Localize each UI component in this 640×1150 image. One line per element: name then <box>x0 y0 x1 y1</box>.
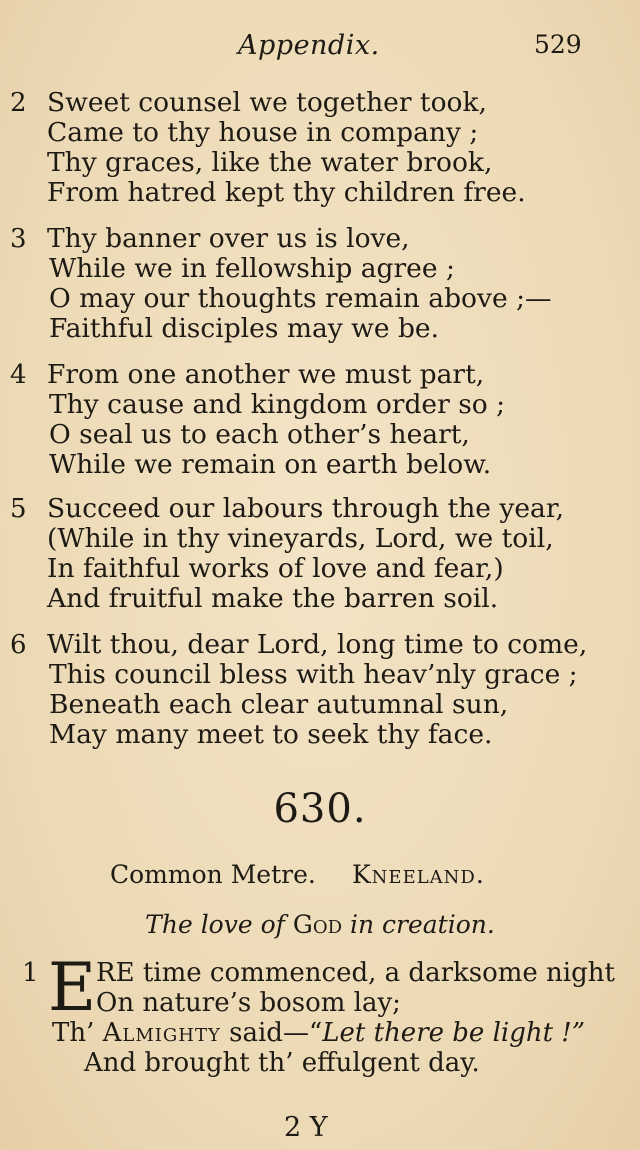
stanza-number: 1 <box>22 958 39 988</box>
verse-line: RE time commenced, a darksome night <box>96 958 615 988</box>
line3-said: said—“ <box>229 1018 323 1048</box>
verse-line: Thy graces, like the water brook, <box>47 147 493 178</box>
stanza-number: 6 <box>10 630 27 660</box>
signature-mark: 2 Y <box>284 1112 328 1143</box>
page-number: 529 <box>534 30 582 59</box>
stanza-number: 4 <box>10 360 27 390</box>
verse-line: In faithful works of love and fear,) <box>47 553 504 584</box>
verse-line: Wilt thou, dear Lord, long time to come, <box>47 629 588 660</box>
stanza-number: 3 <box>10 224 27 254</box>
running-head: Appendix. <box>238 30 380 61</box>
verse-line <box>52 1018 585 1048</box>
hymn-number: 630. <box>273 786 367 832</box>
verse-line: From one another we must part, <box>47 359 485 390</box>
verse-line: Thy banner over us is love, <box>47 223 410 254</box>
subject-pre: The love of <box>145 910 285 939</box>
verse-line: Beneath each clear autumnal sun, <box>49 689 509 720</box>
line3-pre: Th’ <box>52 1018 95 1048</box>
page-header <box>0 30 640 70</box>
verse-line: May many meet to seek thy face. <box>49 719 493 750</box>
meter: Common Metre. <box>110 860 316 889</box>
almighty-smallcaps: Almighty <box>102 1018 221 1048</box>
verse-line: O seal us to each other’s heart, <box>49 419 470 450</box>
verse-line: Came to thy house in company ; <box>47 117 479 148</box>
verse-line: O may our thoughts remain above ;— <box>49 283 552 314</box>
drop-cap: E <box>48 949 97 1026</box>
verse-line: Sweet counsel we together took, <box>47 87 487 118</box>
verse-line: Thy cause and kingdom order so ; <box>49 389 506 420</box>
verse-line: This council bless with heav’nly grace ; <box>49 659 578 690</box>
subject-post: in creation. <box>349 910 495 939</box>
verse-line: On nature’s bosom lay; <box>96 988 401 1018</box>
verse-line: While we remain on earth below. <box>49 449 492 480</box>
stanza-number: 2 <box>10 88 27 118</box>
verse-line: (While in thy vineyards, Lord, we toil, <box>47 523 554 554</box>
verse-line: From hatred kept thy children free. <box>47 177 526 208</box>
stanza-number: 5 <box>10 494 27 524</box>
hymn-subject <box>0 910 640 939</box>
subject-god: God <box>292 910 343 939</box>
line3-quote: Let there be light !” <box>322 1018 586 1048</box>
verse-line: And fruitful make the barren soil. <box>47 583 499 614</box>
verse-line: And brought th’ effulgent day. <box>84 1048 480 1078</box>
tune-name: Kneeland. <box>352 860 485 889</box>
verse-line: While we in fellowship agree ; <box>49 253 455 284</box>
verse-line: Succeed our labours through the year, <box>47 493 565 524</box>
verse-line: Faithful disciples may we be. <box>49 313 440 344</box>
